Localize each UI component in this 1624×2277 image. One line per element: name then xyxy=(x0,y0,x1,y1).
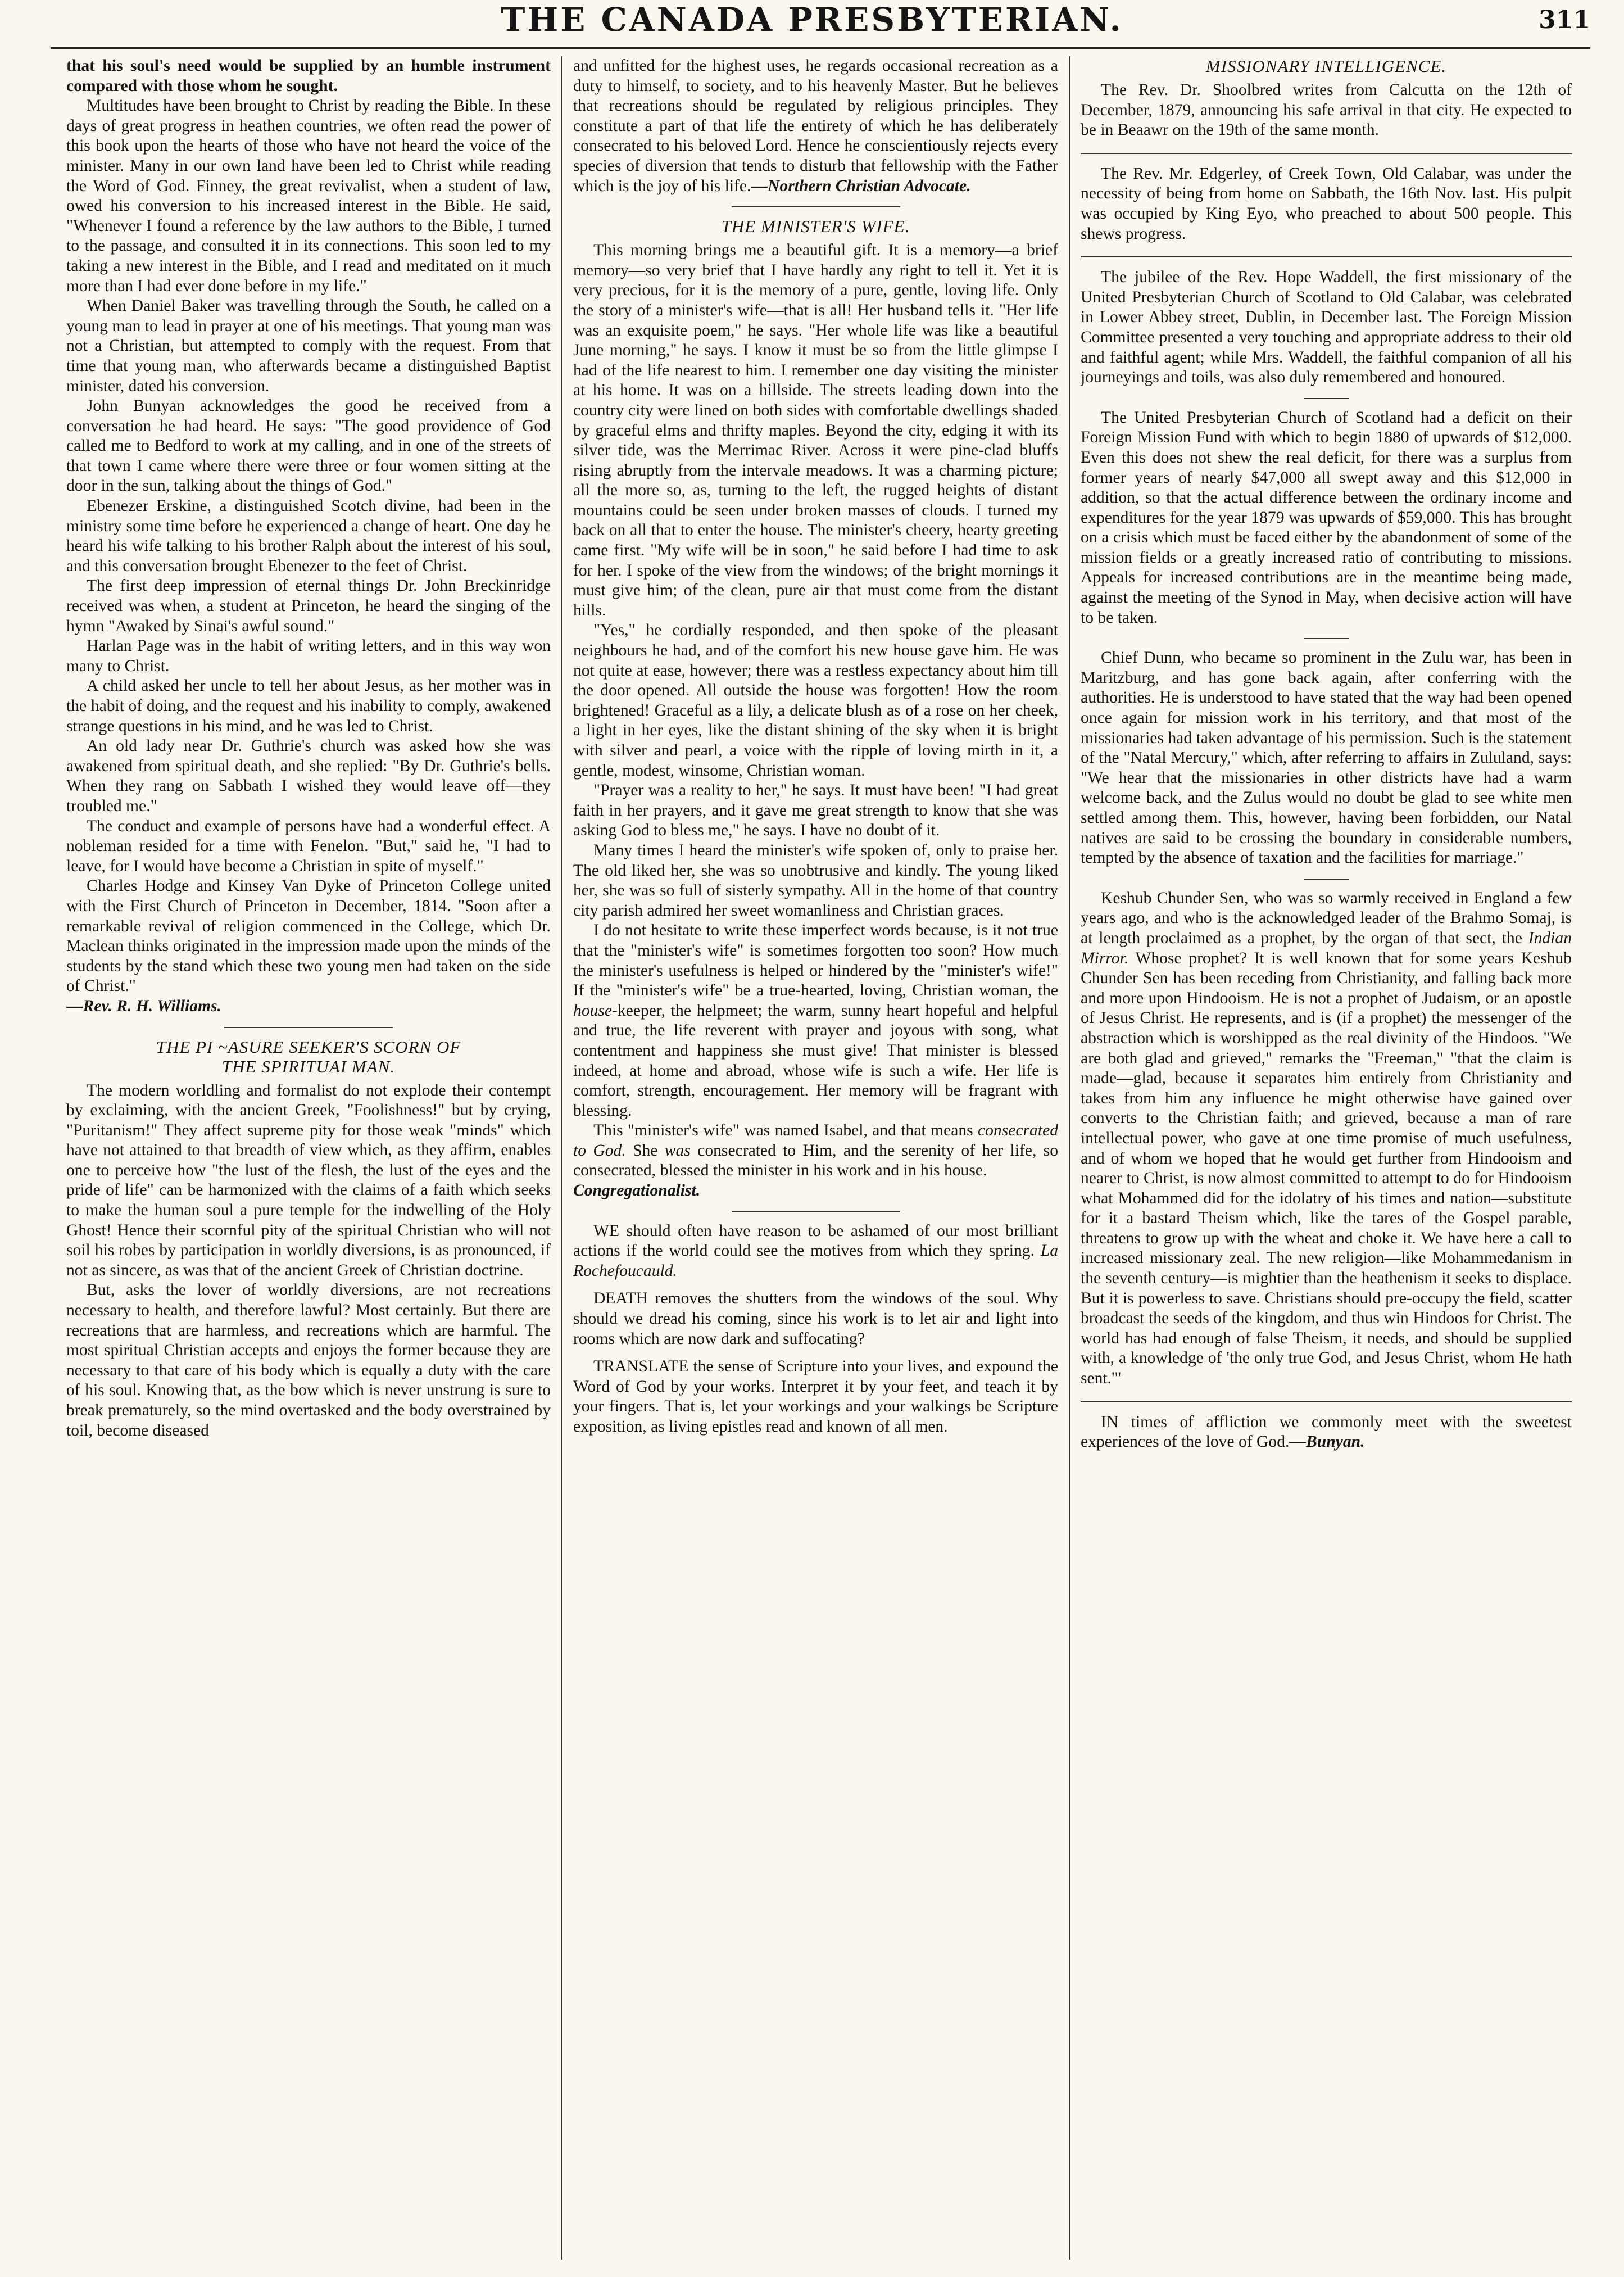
separator xyxy=(1081,153,1572,154)
column-rule-2 xyxy=(1069,56,1070,2260)
column-1 xyxy=(66,56,551,2265)
paragraph xyxy=(573,1357,1058,1437)
section-title-line: THE PI ~ASURE SEEKER'S SCORN OF xyxy=(156,1036,461,1057)
paragraph: The Rev. Dr. Shoolbred writes from Calcutta on the 12th of December, 1879, announcing his safe arrival in that city. He expected to be in Beaawr on the 19th of the same month. xyxy=(1081,81,1572,139)
paragraph-text: the sense of Scripture into your lives, and expound the Word of God by your works. Interpret it by your feet, and teach it by your fingers. That is, let your workings and your walkings be Scripture exposition, as living epistles read and known of all men. xyxy=(573,1357,1058,1436)
page-number: 311 xyxy=(1539,6,1590,34)
paragraph-text: consecrated to Him, and the serenity of her life, so consecrated, blessed the minister in his work and in his house. xyxy=(573,1141,1058,1180)
paragraph xyxy=(573,921,1058,1121)
separator xyxy=(224,1027,393,1028)
paragraph: An old lady near Dr. Guthrie's church was asked how she was awakened from spiritual death, and she replied: "By Dr. Guthrie's bells. When they rang on Sabbath I wished they would leave off—they troubled me." xyxy=(66,737,551,815)
separator xyxy=(732,1211,900,1212)
paragraph: that his soul's need would be supplied by an humble instrument compared with those whom he sought. xyxy=(66,57,551,95)
signature xyxy=(66,997,551,1017)
column-2 xyxy=(573,56,1058,2265)
paragraph: Many times I heard the minister's wife spoken of, only to praise her. The old liked her, she was so unobtrusive and kindly. The young liked her, she was so full of sisterly sympathy. All in the home of that country city parish admired her sweet womanliness and Christian graces. xyxy=(573,841,1058,920)
paragraph: When Daniel Baker was travelling through the South, he called on a young man to lead in prayer at one of his meetings. That young man was not a Christian, but attempted to comply with the request. From that time that young man, who afterwards became a distinguished Baptist minister, dated his conversion. xyxy=(66,297,551,395)
paragraph: "Prayer was a reality to her," he says. It must have been! "I had great faith in her prayers, and it gave me great strength to know that she was asking God to bless me," he says. I have no doubt of it. xyxy=(573,781,1058,840)
paragraph-text: Keshub Chunder Sen, who was so warmly received in England a few years ago, and who is the acknowledged leader of the Brahmo Somaj, is at length proclaimed as a prophet, by the organ of that sect, the xyxy=(1081,889,1572,947)
journal-title: THE CANADA PRESBYTERIAN. xyxy=(501,1,1123,39)
section-title-ministers-wife: THE MINISTER'S WIFE. xyxy=(721,216,910,237)
paragraph: A child asked her uncle to tell her about Jesus, as her mother was in the habit of doing, and the request and his inability to comply, awakened strange questions in his mind, and he was led to Christ. xyxy=(66,677,551,735)
signature-text: La Rochefoucauld. xyxy=(573,1242,1058,1280)
signature-text: —Rev. R. H. Williams. xyxy=(66,997,221,1015)
paragraph: The modern worldling and formalist do not explode their contempt by exclaiming, with the ancient Greek, "Foolishness!" but by crying, "Puritanism!" They affect supreme pity for those weak "minds" which have not attained to that breadth of view which, as they affirm, enables one to perceive how "the lust of the flesh, the lust of the eyes and the pride of life" can be harmonized with the claims of a faith which seeks to make the human soul a pure temple for the indwelling of the Holy Ghost! Hence their scornful pity of the spiritual Christian who will not soil his robes by participation in worldly diversions, is as pronounced, if not as sincere, as was that of the ancient Greek of Christian doctrine. xyxy=(66,1081,551,1279)
paragraph: John Bunyan acknowledges the good he received from a conversation he had heard. He says: "The good providence of God called me to Bedford to work at my calling, and in one of the streets of that town I came where there were three or four women sitting at the door in the sun, talking about the things of God." xyxy=(66,397,551,495)
lead-word: IN xyxy=(1101,1413,1119,1431)
paragraph xyxy=(573,1221,1058,1282)
signature xyxy=(573,1181,1058,1201)
separator xyxy=(732,206,900,207)
column-3 xyxy=(1081,56,1572,2265)
emphasis-text: was xyxy=(664,1141,691,1160)
paragraph: The conduct and example of persons have had a wonderful effect. A nobleman resided for a time with Fenelon. "But," said he, "I had to leave, for I would have become a Christian in spite of myself." xyxy=(66,817,551,875)
paragraph: "Yes," he cordially responded, and then spoke of the pleasant neighbours he had, and of the comfort his new house gave him. He was not quite at ease, however; there was a restless expectancy about him till the door opened. All outside the house was forgotten! How the room brightened! Graceful as a lily, a delicate blush as of a rose on her cheek, a light in her eyes, like the distant shining of the sky when it is bright with silver and pearl, a voice with the ripple of loving mirth in it, a gentle, modest, winsome, Christian woman. xyxy=(573,621,1058,780)
signature-text: Congregationalist. xyxy=(573,1181,701,1200)
paragraph-text: This "minister's wife" was named Isabel, and that means xyxy=(593,1121,973,1140)
emphasis-text: house xyxy=(573,1001,613,1020)
paragraph xyxy=(1081,889,1572,1389)
column-rule-1 xyxy=(561,56,562,2260)
emphasis-text: consecrated to God. xyxy=(573,1121,1058,1160)
separator xyxy=(1081,1401,1572,1402)
paragraph xyxy=(573,1289,1058,1349)
paragraph: The Rev. Mr. Edgerley, of Creek Town, Old Calabar, was under the necessity of being from home on Sabbath, the 16th Nov. last. His pulpit was occupied by King Eyo, who preached to about 500 people. This shews progress. xyxy=(1081,164,1572,243)
paragraph: But, asks the lover of worldly diversions, are not recreations necessary to health, and therefore lawful? Most certainly. But there are recreations that are harmless, and recreations which are harmful. The most spiritual Christian accepts and enjoys the former because they are necessary to that care of his body which is equally a duty with the care of his soul. Knowing that, as the bow which is never unstrung is sure to break prematurely, so the mind overtasked and the body overstrained by toil, become diseased xyxy=(66,1281,551,1439)
signature-text: —Bunyan. xyxy=(1289,1433,1365,1451)
signature-text: —Northern Christian Advocate. xyxy=(751,176,971,195)
paragraph xyxy=(1081,1413,1572,1452)
masthead xyxy=(0,0,1624,40)
separator xyxy=(1304,398,1349,399)
separator xyxy=(1081,256,1572,257)
section-title-pleasure-seeker xyxy=(66,1037,551,1076)
paragraph: The first deep impression of eternal things Dr. John Breckinridge received was when, a student at Princeton, he heard the singing of the hymn "Awaked by Sinai's awful sound." xyxy=(66,577,551,635)
paragraph-text: WE should often have reason to be ashamed of our most brilliant actions if the world could see the motives from which they spring. xyxy=(573,1221,1058,1260)
separator xyxy=(1304,879,1349,880)
paragraph xyxy=(573,1121,1058,1181)
paragraph xyxy=(573,56,1058,196)
lead-word: TRANSLATE xyxy=(593,1357,689,1376)
section-title-line: THE SPIRITUAI MAN. xyxy=(221,1056,396,1076)
paragraph: Ebenezer Erskine, a distinguished Scotch divine, had been in the ministry some time before he experienced a change of heart. One day he heard his wife talking to his brother Ralph about the interest of his soul, and this conversation brought Ebenezer to the feet of Christ. xyxy=(66,497,551,575)
paragraph-text: Whose prophet? It is well known that for some years Keshub Chunder Sen has been receding from Christianity, and falling back more and more upon Hindooism. He is not a prophet of Judaism, or an apostle of Jesus Christ. He represents, and is (if a prophet) the messenger of the abstraction which is worshipped as the real divinity of the Hindoos. "We are both glad and grieved," remarks the "Freeman," "that the claim is made—glad, because it separates him entirely from Christianity and takes from him any influence he might otherwise have gained over converts to the Christian faith; and grieved, because a man of rare intellectual power, who gave at one time promise of much usefulness, and of whom we hoped that he would get further from Hindooism and nearer to Christ, is now almost committed to attempt to do for Hindooism what Mohammed did for the idolatry of his times and nation—substitute for it a bastard Theism which, like the tares of the Gospel parable, threatens to grow up with the wheat and choke it. We have here a call to increased missionary zeal. The new religion—like Mohammedanism in the seventh century—is mightier than the heathenism it seeks to displace. But it is powerless to save. Christians should pre-occupy the field, scatter broadcast the seeds of the kingdom, and thus win Hindoos for Christ. The world has had enough of false Theism, it needs, and should be supplied with, a knowledge of 'the only true God, and Jesus Christ, whom He hath sent.'" xyxy=(1081,949,1572,1388)
emphasis-text: Indian Mirror. xyxy=(1081,929,1572,967)
paragraph-text: and unfitted for the highest uses, he regards occasional recreation as a duty to himself, to society, and to his heavenly Master. But he believes that recreations should be regulated by religious principles. They constitute a part of that life the entirety of which he has deliberately consecrated to his beloved Lord. Hence he conscientiously rejects every species of diversion that tends to disturb that fellowship with the Father which is the joy of his life. xyxy=(573,57,1058,195)
paragraph-text: times of affliction we commonly meet with the sweetest experiences of the love of God. xyxy=(1081,1413,1572,1451)
paragraph: This morning brings me a beautiful gift. It is a memory—a brief memory—so very brief that I have hardly any right to tell it. Yet it is very precious, for it is the memory of a pure, gentle, loving life. Only the story of a minister's wife—that is all! Her husband tells it. "Her life was an exquisite poem," he says. "Her whole life was like a beautiful June morning," he says. I know it must be so from the little glimpse I had of the life nearest to him. I remember one day visiting the minister at his home. It was on a hillside. The streets leading down into the country city were lined on both sides with comfortable dwellings shaded by graceful elms and thrifty maples. Beyond the city, edging it with its silver tide, was the Merrimac River. Across it were pine-clad bluffs rising abruptly from the intervale meadows. It was a charming picture; all the more so, as, turning to the left, the rugged heights of distant mountains could be seen under broken masses of clouds. I turned my back on all that to enter the house. The minister's cheery, hearty greeting came first. "My wife will be in soon," he said before I had time to ask for her. I spoke of the view from the windows; of the bright mornings it must give him; of the clean, pure air that must come from the distant hills. xyxy=(573,241,1058,619)
paragraph: Harlan Page was in the habit of writing letters, and in this way won many to Christ. xyxy=(66,637,551,675)
paragraph: Multitudes have been brought to Christ by reading the Bible. In these days of great progress in heathen countries, we often read the power of this book upon the hearts of those who have not heard the voice of the minister. Many in our own land have been led to Christ while reading the Word of God. Finney, the great revivalist, when a student of law, owed his conversion to his increased interest in the Bible. He said, "Whenever I found a reference by the law authors to the Bible, I turned to the passage, and consulted it in its connections. This soon led to my taking a new interest in the Bible, and I read and meditated on it much more than I had ever done before in my life." xyxy=(66,97,551,295)
header-rule xyxy=(51,47,1590,49)
section-title-missionary-intelligence: MISSIONARY INTELLIGENCE. xyxy=(1205,56,1447,76)
lead-word: DEATH xyxy=(593,1289,648,1308)
paragraph-text: removes the shutters from the windows of the soul. Why should we dread his coming, since his work is to let air and light into rooms which are now dark and suffocating? xyxy=(573,1289,1058,1348)
paragraph-text: I do not hesitate to write these imperfect words because, is it not true that the "minister's wife" is sometimes forgotten too soon? How much the minister's usefulness is helped or hindered by the "minister's wife!" If the "minister's wife" be a true-hearted, loving, Christian woman, the xyxy=(573,921,1058,1000)
separator xyxy=(1304,638,1349,639)
paragraph: The United Presbyterian Church of Scotland had a deficit on their Foreign Mission Fund with which to begin 1880 of upwards of $12,000. Even this does not shew the real deficit, for there was a surplus from former years of nearly $47,000 all swept away and this $12,000 in addition, so that the actual difference between the ordinary income and expenditures for the year 1879 was upwards of $59,000. This has brought on a crisis which must be faced either by the abandonment of some of the mission fields or a greatly increased ratio of contributing to missions. Appeals for increased contributions are in the meantime being made, against the meeting of the Synod in May, when decisive action will have to be taken. xyxy=(1081,408,1572,627)
paragraph-text: -keeper, the helpmeet; the warm, sunny heart hopeful and helpful and true, the life reverent with prayer and joyous with song, what contentment and happiness she must give! That minister is blessed indeed, at home and abroad, whose wife is such a wife. Her life is comfort, strength, encouragement. Her memory will be fragrant with blessing. xyxy=(573,1001,1058,1120)
paragraph: Chief Dunn, who became so prominent in the Zulu war, has been in Maritzburg, and has gone back again, after conferring with the authorities. He is understood to have stated that the way had been opened once again for mission work in his territory, and that most of the missionaries had taken advantage of his permission. Such is the statement of the "Natal Mercury," which, after referring to affairs in Zululand, says: "We hear that the missionaries in other districts have had a warm welcome back, and the Zulus would no doubt be glad to see white men settled among them. This, however, having been forbidden, our Natal natives are said to be crossing the boundary in considerable numbers, tempted by the absence of taxation and the facilities for marriage." xyxy=(1081,649,1572,867)
paragraph: Charles Hodge and Kinsey Van Dyke of Princeton College united with the First Church of Princeton in December, 1814. "Soon after a remarkable revival of religion commenced in the College, which Dr. Maclean thinks originated in the impression made upon the minds of the students by the stand which these two young men had taken on the side of Christ." xyxy=(66,877,551,995)
paragraph: The jubilee of the Rev. Hope Waddell, the first missionary of the United Presbyterian Church of Scotland to Old Calabar, was celebrated in Lower Abbey street, Dublin, in December last. The Foreign Mission Committee presented a very touching and appropriate address to their old and faithful agent; while Mrs. Waddell, the faithful companion of all his journeyings and toils, was also duly remembered and honoured. xyxy=(1081,268,1572,387)
paragraph-text: She xyxy=(633,1141,658,1160)
